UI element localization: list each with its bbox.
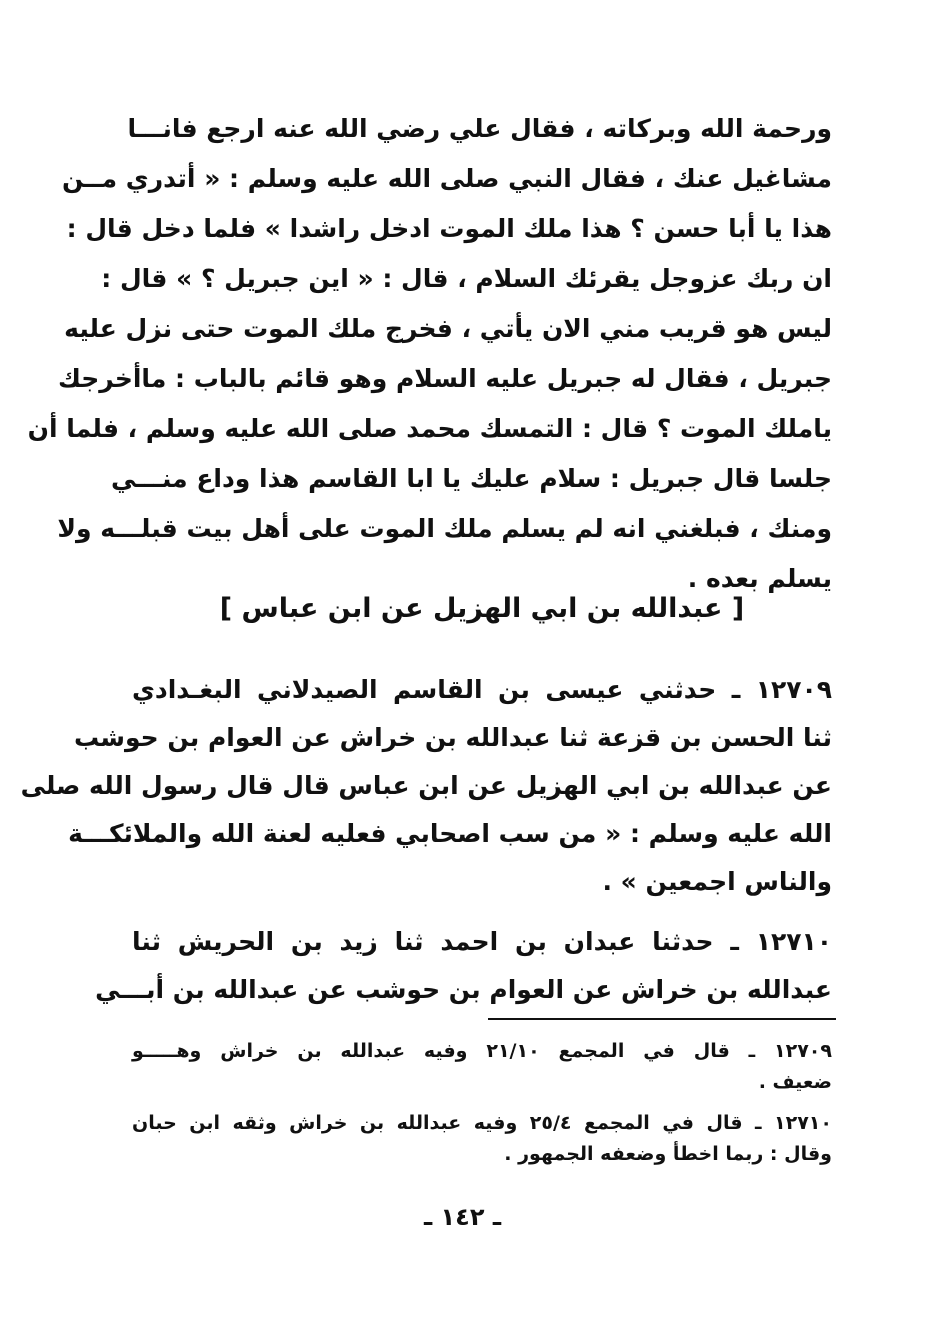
text-line: ياملك الموت ؟ قال : التمسك محمد صلى الله عليه وسلم ، فلما أن: [27, 414, 832, 443]
text-line: ١٢٧٠٩ ـ حدثني عيسى بن القاسم الصيدلاني البغـدادي: [132, 675, 832, 704]
footnote-line: ١٢٧١٠ ـ قال في المجمع ٢٥/٤ وفيه عبدالله بن خراش وثقه ابن حبان: [132, 1112, 832, 1134]
footnote-line: وقال : ربما اخطأ وضعفه الجمهور .: [504, 1143, 832, 1165]
footnotes: [132, 1036, 832, 1170]
footnote-divider: [488, 1018, 836, 1020]
hadith-12710: [95, 918, 832, 1014]
text-line: جلسا قال جبريل : سلام عليك يا ابا القاسم هذا وداع منـــي: [111, 464, 832, 493]
page-number: ـ ١٤٢ ـ: [423, 1203, 502, 1231]
footnote-line: ضعيف .: [758, 1071, 832, 1093]
text-line: يسلم بعده .: [687, 564, 832, 593]
text-line: ومنك ، فبلغني انه لم يسلم ملك الموت على أهل بيت قبلـــه ولا: [57, 514, 832, 543]
text-line: والناس اجمعين » .: [602, 867, 832, 896]
text-line: ١٢٧١٠ ـ حدثنا عبدان بن احمد ثنا زيد بن الحريش ثنا: [132, 927, 832, 956]
text-line: هذا يا أبا حسن ؟ هذا ملك الموت ادخل راشدا » فلما دخل قال :: [66, 214, 832, 243]
text-line: عبدالله بن خراش عن العوام بن حوشب عن عبدالله بن أبـــي: [95, 975, 832, 1004]
text-line: الله عليه وسلم : « من سب اصحابي فعليه لعنة الله والملائكـــة: [68, 819, 832, 848]
text-line: مشاغيل عنك ، فقال النبي صلى الله عليه وسلم : « أتدري مــن: [62, 164, 832, 193]
text-line: ثنا الحسن بن قزعة ثنا عبدالله بن خراش عن العوام بن حوشب: [73, 723, 832, 752]
section-heading: [ عبدالله بن ابي الهزيل عن ابن عباس ]: [219, 593, 745, 624]
hadith-12709: [20, 666, 832, 906]
text-line: جبريل ، فقال له جبريل عليه السلام وهو قائم بالباب : ماأخرجك: [58, 364, 832, 393]
footnote-line: ١٢٧٠٩ ـ قال في المجمع ٢١/١٠ وفيه عبدالله بن خراش وهـــــو: [132, 1040, 832, 1062]
text-line: ورحمة الله وبركاته ، فقال علي رضي الله عنه ارجع فانـــا: [127, 114, 832, 143]
text-line: عن عبدالله بن ابي الهزيل عن ابن عباس قال قال رسول الله صلى: [20, 771, 832, 800]
text-line: ليس هو قريب مني الان يأتي ، فخرج ملك الموت حتى نزل عليه: [64, 314, 832, 343]
text-line: ان ربك عزوجل يقرئك السلام ، قال : « اين جبريل ؟ » قال :: [101, 264, 832, 293]
continued-narration-paragraph: [27, 104, 832, 604]
